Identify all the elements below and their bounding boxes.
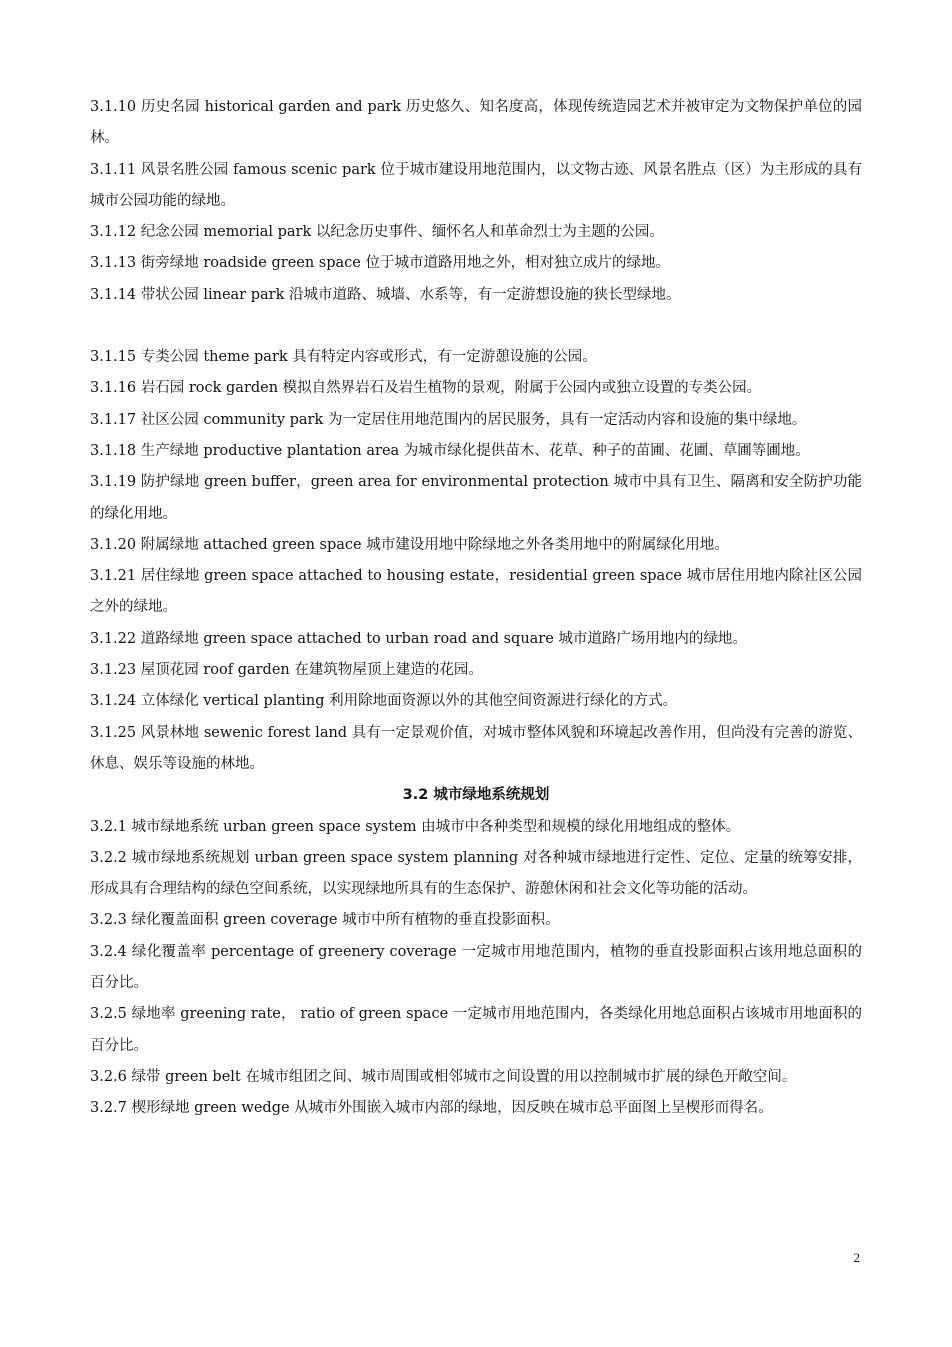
term-3-1-17: 3.1.17 社区公园 community park 为一定居住用地范围内的居民服务，具有一定活动内容和设施的集中绿地。	[90, 411, 807, 428]
term-3-1-22: 3.1.22 道路绿地 green space attached to urban road and square 城市道路广场用地内的绿地。	[90, 630, 747, 647]
section-heading: 3.2 城市绿地系统规划	[402, 787, 550, 804]
term-3-1-13: 3.1.13 街旁绿地 roadside green space 位于城市道路用地之外，相对独立成片的绿地。	[90, 255, 670, 272]
term-3-1-25: 3.1.25 风景林地 sewenic forest land 具有一定景观价值，对城市整体风貌和环境起改善作用，但尚没有完善的游览、休息、娱乐等设施的林地。	[90, 724, 862, 772]
term-3-1-23: 3.1.23 屋顶花园 roof garden 在建筑物屋顶上建造的花园。	[90, 662, 483, 679]
term-3-1-19: 3.1.19 防护绿地 green buffer，green area for environmental protection 城市中具有卫生、隔离和安全防护功能的绿化用地。	[90, 474, 862, 522]
term-3-2-4: 3.2.4 绿化覆盖率 percentage of greenery coverage 一定城市用地范围内，植物的垂直投影面积占该用地总面积的百分比。	[90, 943, 862, 992]
term-3-2-1: 3.2.1 城市绿地系统 urban green space system 由城市中各种类型和规模的绿化用地组成的整体。	[90, 818, 741, 835]
term-3-2-2: 3.2.2 城市绿地系统规划 urban green space system planning 对各种城市绿地进行定性、定位、定量的统筹安排，形成具有合理结构的绿色空间系统，以实现绿地所具有的生态保护、游憩休闲和社会文化等功能的活动。	[90, 849, 862, 898]
term-3-2-7: 3.2.7 楔形绿地 green wedge 从城市外围嵌入城市内部的绿地，因反映在城市总平面图上呈楔形而得名。	[90, 1100, 773, 1117]
page-number: 2	[853, 1250, 860, 1265]
document-body	[90, 92, 862, 1125]
term-3-1-10: 3.1.10 历史名园 historical garden and park 历史悠久、知名度高，体现传统造园艺术并被审定为文物保护单位的园林。	[90, 99, 862, 147]
term-3-1-21: 3.1.21 居住绿地 green space attached to housing estate，residential green space 城市居住用地内除社区公园之外的绿地。	[90, 568, 862, 616]
term-3-1-16: 3.1.16 岩石园 rock garden 模拟自然界岩石及岩生植物的景观，附属于公园内或独立设置的专类公园。	[90, 380, 762, 397]
term-3-2-5: 3.2.5 绿地率 greening rate， ratio of green space 一定城市用地范围内，各类绿化用地总面积占该城市用地面积的百分比。	[90, 1006, 862, 1054]
term-3-1-18: 3.1.18 生产绿地 productive plantation area 为城市绿化提供苗木、花草、种子的苗圃、花圃、草圃等圃地。	[90, 442, 810, 459]
term-3-1-20: 3.1.20 附属绿地 attached green space 城市建设用地中除绿地之外各类用地中的附属绿化用地。	[90, 536, 729, 553]
term-3-1-24: 3.1.24 立体绿化 vertical planting 利用除地面资源以外的其他空间资源进行绿化的方式。	[90, 693, 678, 710]
term-3-2-3: 3.2.3 绿化覆盖面积 green coverage 城市中所有植物的垂直投影面积。	[90, 912, 560, 929]
blank-line	[90, 311, 862, 342]
term-3-2-6: 3.2.6 绿带 green belt 在城市组团之间、城市周围或相邻城市之间设置的用以控制城市扩展的绿色开敞空间。	[90, 1068, 797, 1085]
term-3-1-14: 3.1.14 带状公园 linear park 沿城市道路、城墙、水系等，有一定游想设施的狭长型绿地。	[90, 286, 681, 303]
term-3-1-15: 3.1.15 专类公园 theme park 具有特定内容或形式，有一定游憩设施的公园。	[90, 349, 597, 366]
term-3-1-11: 3.1.11 风景名胜公园 famous scenic park 位于城市建设用地范围内，以文物古迹、风景名胜点（区）为主形成的具有城市公园功能的绿地。	[90, 161, 862, 209]
term-3-1-12: 3.1.12 纪念公园 memorial park 以纪念历史事件、缅怀名人和革命烈士为主题的公园。	[90, 224, 664, 241]
